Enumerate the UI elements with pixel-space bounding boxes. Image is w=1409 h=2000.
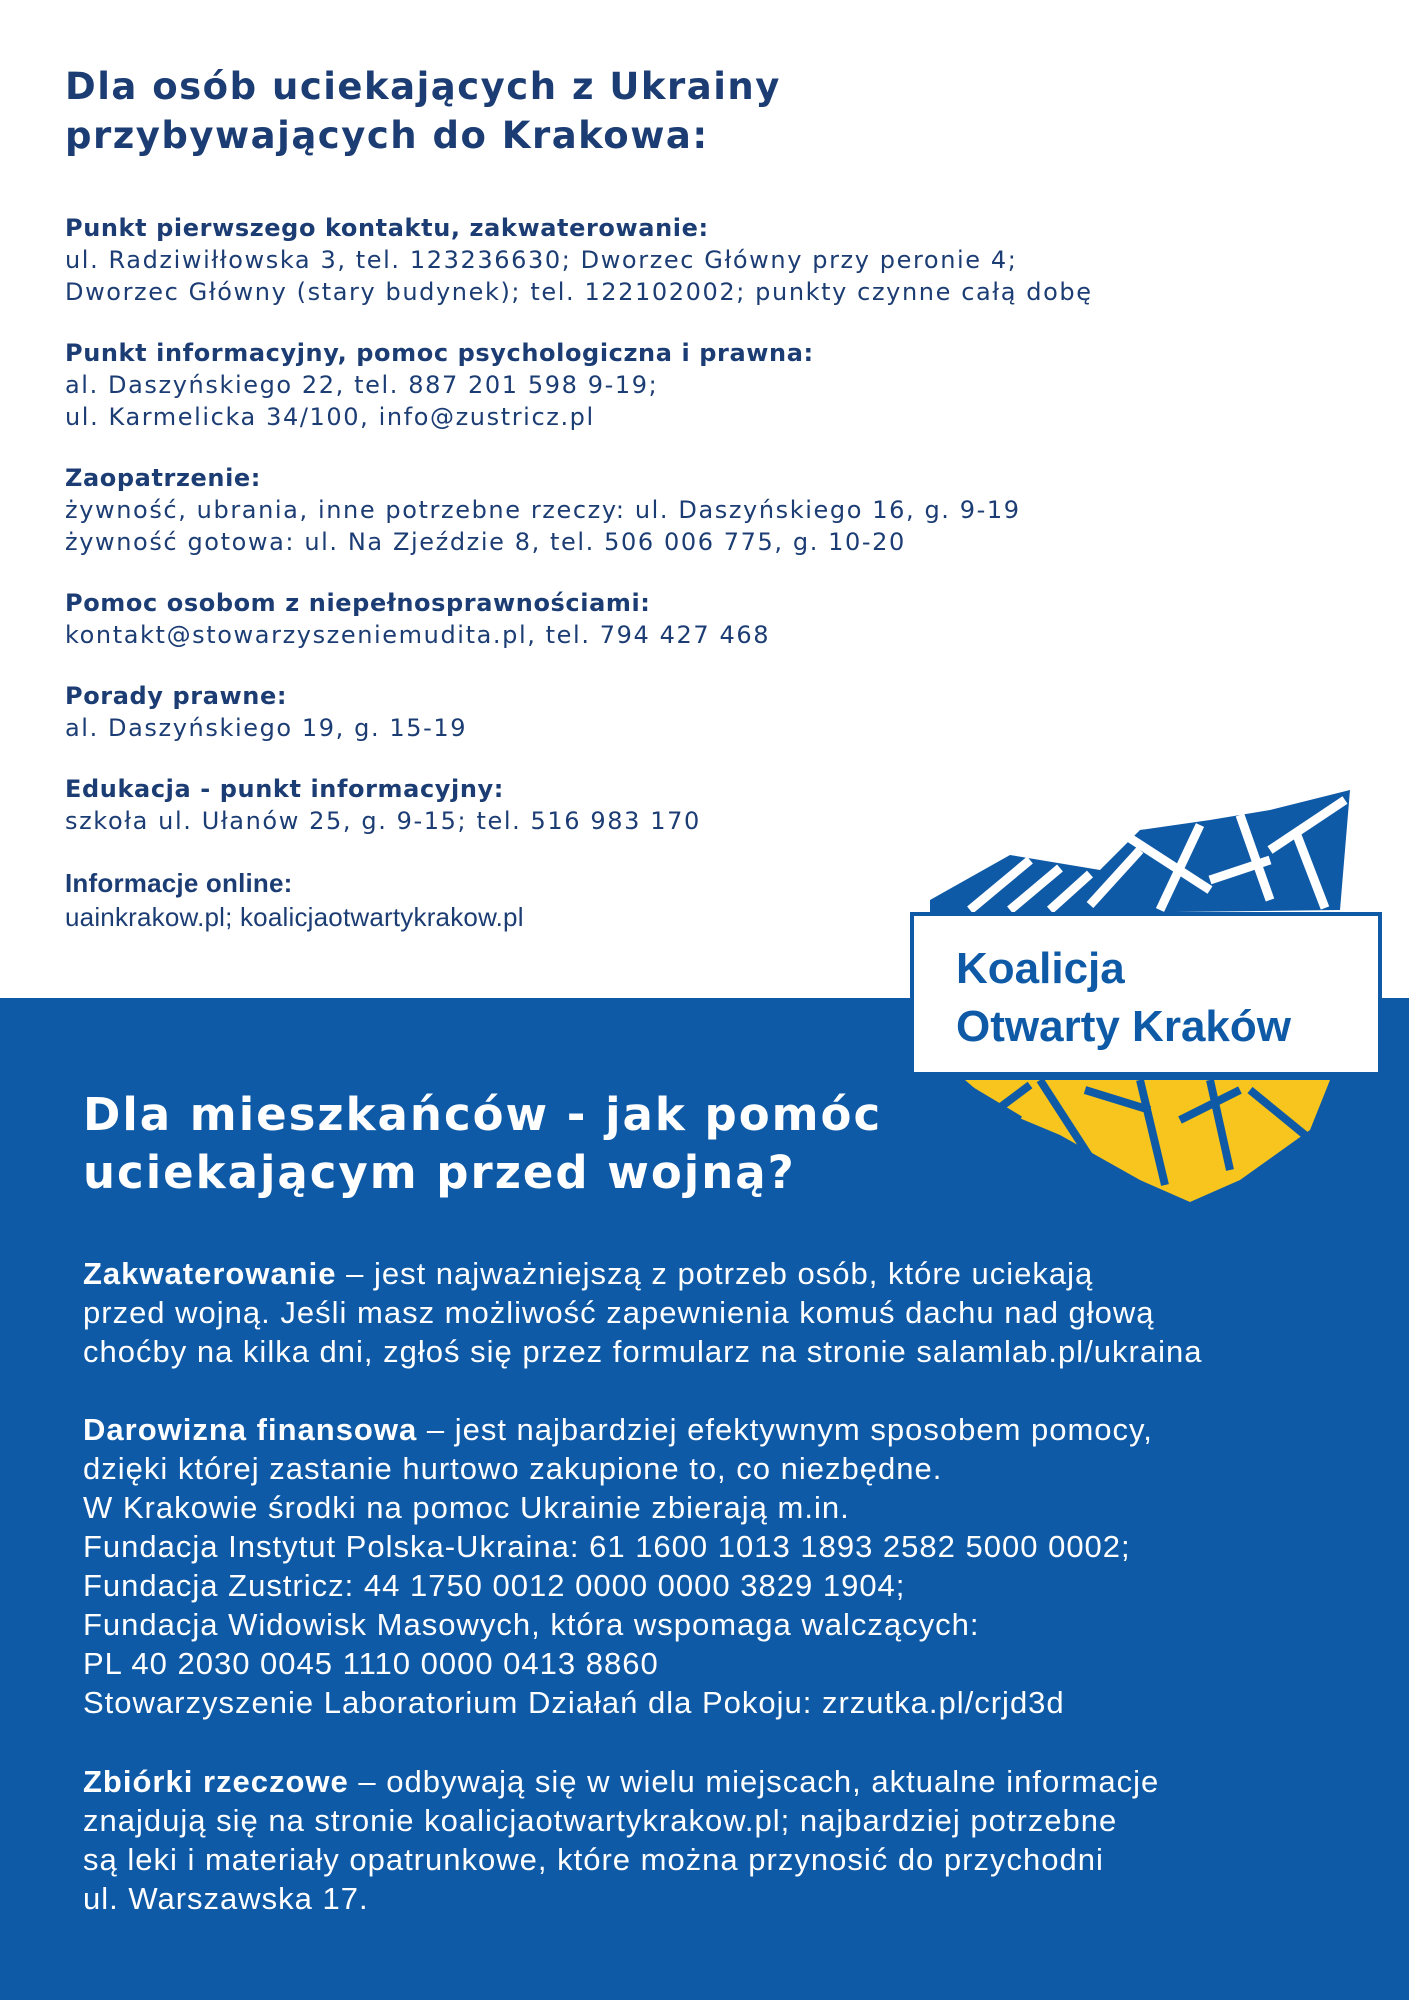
section-heading: Zaopatrzenie:: [65, 464, 262, 492]
paragraph-lead-text: – odbywają się w wielu miejscach, aktualne informacje: [348, 1764, 1160, 1799]
paragraph-line: dzięki której zastanie hurtowo zakupione to, co niezbędne.: [83, 1451, 943, 1486]
paragraph-lead-text: – jest najbardziej efektywnym sposobem pomocy,: [417, 1412, 1153, 1447]
paragraph-accommodation: [83, 1254, 1383, 1371]
residents-title: [83, 1086, 882, 1202]
paragraph-bold-lead: Zbiórki rzeczowe: [83, 1764, 349, 1799]
section-first-contact: [65, 212, 1365, 308]
paragraph-material-collections: [83, 1762, 1383, 1918]
section-heading: Punkt pierwszego kontaktu, zakwaterowanie:: [65, 214, 709, 242]
paragraph-first-line: [83, 1254, 1383, 1293]
logo-text-line2: Otwarty Kraków: [956, 1002, 1291, 1051]
section-heading: Edukacja - punkt informacyjny:: [65, 775, 504, 803]
paragraph-first-line: [83, 1762, 1383, 1801]
paragraph-line: Fundacja Widowisk Masowych, która wspomaga walczących:: [83, 1607, 980, 1642]
section-line: szkoła ul. Ułanów 25, g. 9-15; tel. 516 983 170: [65, 807, 701, 835]
section-line: kontakt@stowarzyszeniemudita.pl, tel. 794 427 468: [65, 621, 771, 649]
paragraph-line: ul. Warszawska 17.: [83, 1881, 369, 1916]
section-line: al. Daszyńskiego 19, g. 15-19: [65, 714, 468, 742]
section-heading: Porady prawne:: [65, 682, 288, 710]
section-line: ul. Karmelicka 34/100, info@zustricz.pl: [65, 403, 595, 431]
koalicja-logo-box: [910, 912, 1382, 1076]
section-supplies: [65, 462, 1365, 558]
paragraph-line: W Krakowie środki na pomoc Ukrainie zbierają m.in.: [83, 1490, 850, 1525]
residents-title-line1: Dla mieszkańców - jak pomóc: [83, 1088, 883, 1141]
paragraph-line: Fundacja Instytut Polska-Ukraina: 61 1600 1013 1893 2582 5000 0002;: [83, 1529, 1131, 1564]
paragraph-financial-donation: [83, 1410, 1383, 1722]
residents-title-line2: uciekającym przed wojną?: [83, 1146, 796, 1199]
paragraph-lead-text: – jest najważniejszą z potrzeb osób, które uciekają: [336, 1256, 1094, 1291]
logo-text-line1: Koalicja: [956, 944, 1125, 993]
section-heading: Informacje online:: [65, 868, 293, 898]
refugees-title-line2: przybywających do Krakowa:: [65, 114, 709, 157]
section-heading: Pomoc osobom z niepełnosprawnościami:: [65, 589, 651, 617]
paragraph-line: przed wojną. Jeśli masz możliwość zapewnienia komuś dachu nad głową: [83, 1295, 1155, 1330]
paragraph-line: Fundacja Zustricz: 44 1750 0012 0000 0000 3829 1904;: [83, 1568, 906, 1603]
section-line: Dworzec Główny (stary budynek); tel. 122102002; punkty czynne całą dobę: [65, 278, 1093, 306]
paragraph-line: znajdują się na stronie koalicjaotwartykrakow.pl; najbardziej potrzebne: [83, 1803, 1118, 1838]
paragraph-first-line: [83, 1410, 1383, 1449]
paragraph-bold-lead: Darowizna finansowa: [83, 1412, 418, 1447]
section-line: żywność gotowa: ul. Na Zjeździe 8, tel. 506 006 775, g. 10-20: [65, 528, 906, 556]
paragraph-line: PL 40 2030 0045 1110 0000 0413 8860: [83, 1646, 659, 1681]
section-heading: Punkt informacyjny, pomoc psychologiczna i prawna:: [65, 339, 814, 367]
section-line: al. Daszyńskiego 22, tel. 887 201 598 9-19;: [65, 371, 659, 399]
section-line: żywność, ubrania, inne potrzebne rzeczy: ul. Daszyńskiego 16, g. 9-19: [65, 496, 1021, 524]
section-info-point: [65, 337, 1365, 433]
section-line: ul. Radziwiłłowska 3, tel. 123236630; Dworzec Główny przy peronie 4;: [65, 246, 1018, 274]
refugees-title: [65, 62, 1365, 160]
paragraph-line: choćby na kilka dni, zgłoś się przez formularz na stronie salamlab.pl/ukraina: [83, 1334, 1203, 1369]
section-disabilities: [65, 587, 1365, 651]
paragraph-bold-lead: Zakwaterowanie: [83, 1256, 337, 1291]
paragraph-line: Stowarzyszenie Laboratorium Działań dla Pokoju: zrzutka.pl/crjd3d: [83, 1685, 1065, 1720]
refugees-title-line1: Dla osób uciekających z Ukrainy: [65, 65, 781, 108]
section-legal-advice: [65, 680, 1365, 744]
section-line: uainkrakow.pl; koalicjaotwartykrakow.pl: [65, 902, 524, 932]
paragraph-line: są leki i materiały opatrunkowe, które można przynosić do przychodni: [83, 1842, 1104, 1877]
